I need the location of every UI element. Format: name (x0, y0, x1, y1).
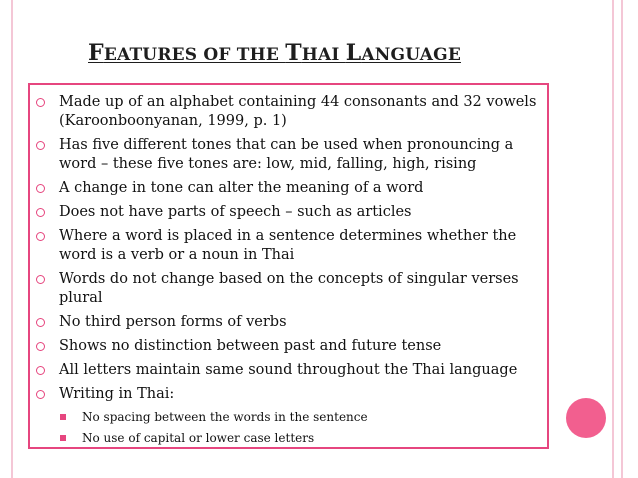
bullet-item: Where a word is placed in a sentence determines whether the word is a verb or a noun in Thai (30, 227, 547, 265)
bullet-item: Does not have parts of speech – such as articles (30, 203, 547, 222)
bullet-circle-icon (36, 184, 45, 193)
bullet-circle-icon (36, 208, 45, 217)
sub-bullet-item: No use of capital or lower case letters (30, 430, 547, 447)
decorative-circle (566, 398, 606, 438)
slide-title: FEATURES OF THE THAI LANGUAGE (88, 40, 461, 66)
bullet-circle-icon (36, 318, 45, 327)
bullet-circle-icon (36, 141, 45, 150)
bullet-circle-icon (36, 390, 45, 399)
sub-bullet-item: No spacing between the words in the sentence (30, 409, 547, 426)
bullet-item: Words do not change based on the concepts of singular verses plural (30, 270, 547, 308)
bullet-item: No third person forms of verbs (30, 313, 547, 332)
bullet-item: All letters maintain same sound throughout the Thai language (30, 361, 547, 380)
content-box (28, 83, 549, 449)
bullet-circle-icon (36, 232, 45, 241)
bullet-square-icon (60, 435, 66, 441)
bullet-circle-icon (36, 98, 45, 107)
bullet-item: Writing in Thai: (30, 385, 547, 404)
bullet-circle-icon (36, 342, 45, 351)
decorative-rule-right (612, 0, 614, 478)
bullet-list (30, 93, 547, 451)
bullet-item: A change in tone can alter the meaning of a word (30, 179, 547, 198)
bullet-circle-icon (36, 366, 45, 375)
decorative-rule-left (11, 0, 13, 478)
bullet-circle-icon (36, 275, 45, 284)
decorative-rule-right-outer (621, 0, 623, 478)
bullet-item: Shows no distinction between past and future tense (30, 337, 547, 356)
bullet-square-icon (60, 414, 66, 420)
bullet-item: Made up of an alphabet containing 44 consonants and 32 vowels (Karoonboonyanan, 1999, p. 1) (30, 93, 547, 131)
bullet-item: Has five different tones that can be used when pronouncing a word – these five tones are: low, mid, falling, high, rising (30, 136, 547, 174)
